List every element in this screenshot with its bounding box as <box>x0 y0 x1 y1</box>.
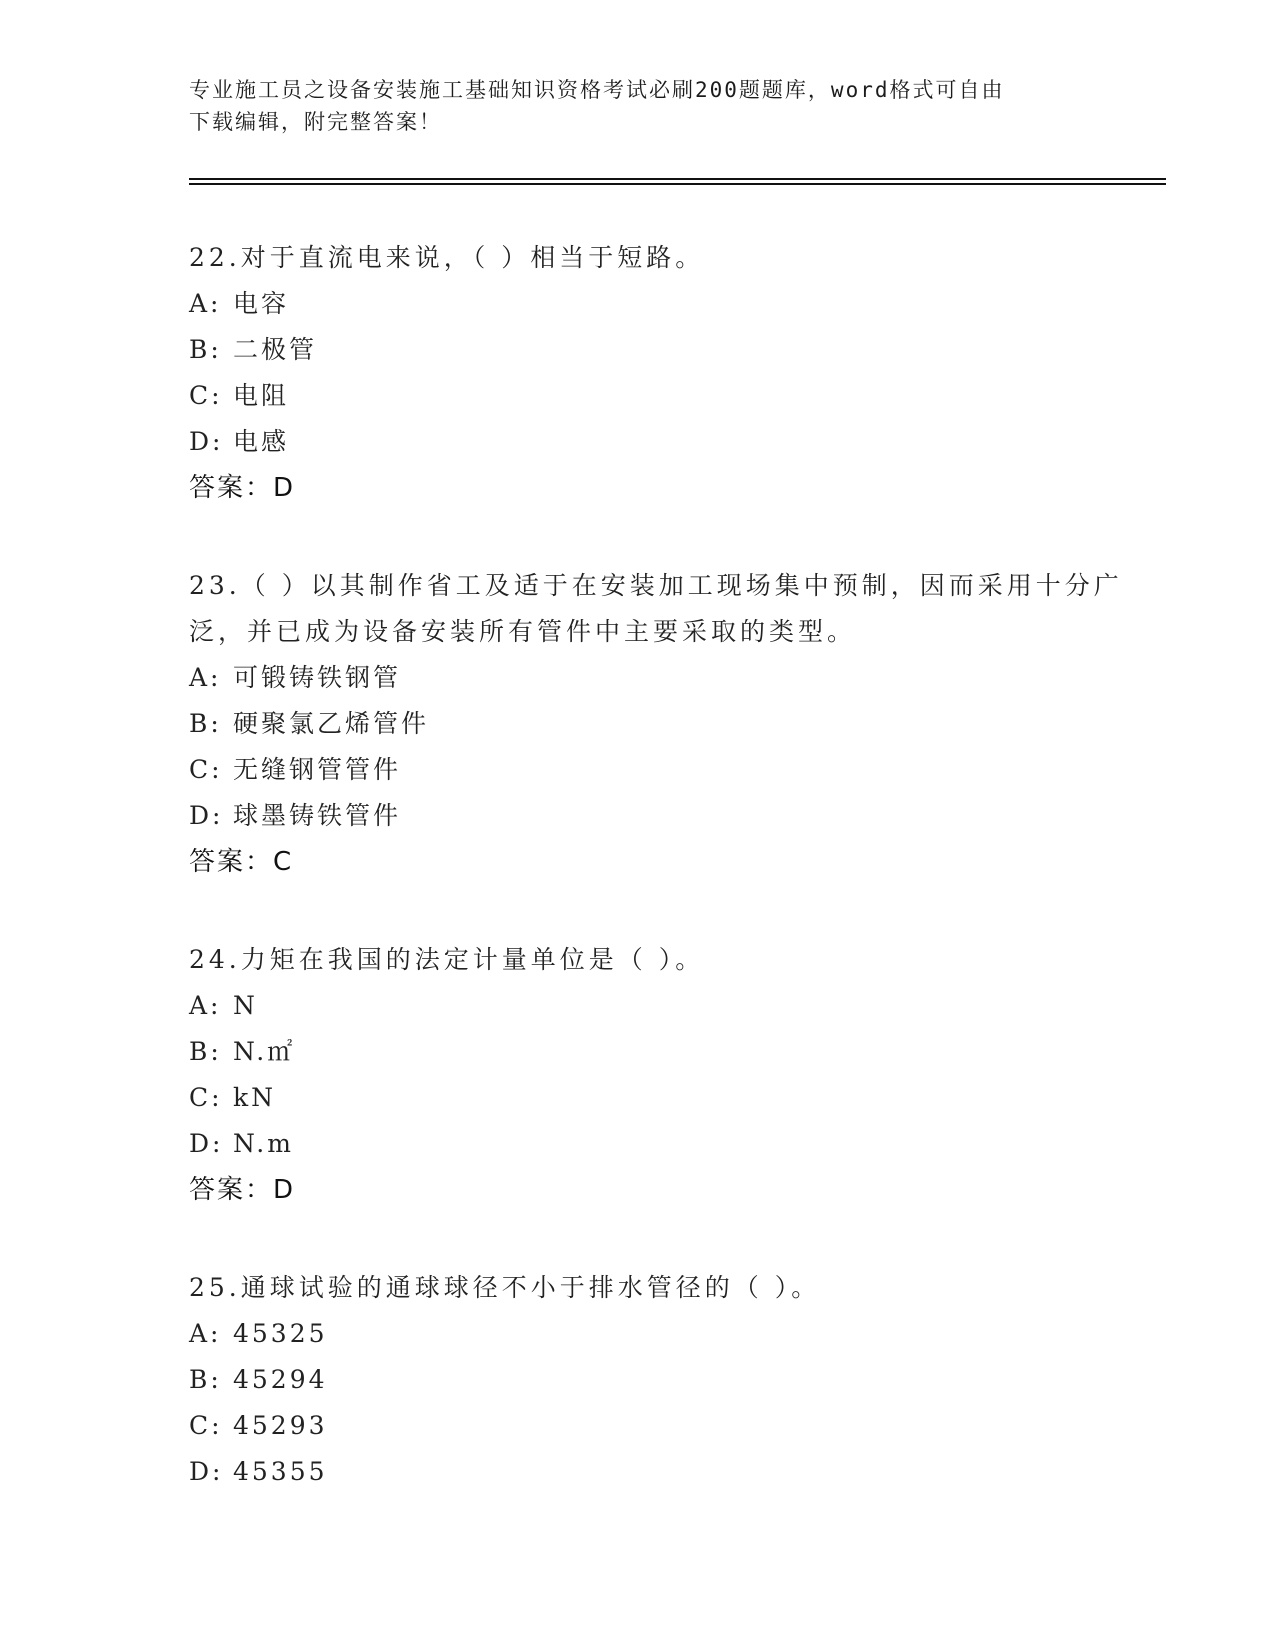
option-text: 无缝钢管管件 <box>233 755 402 784</box>
question-24 <box>189 937 1139 1213</box>
option-a <box>189 655 1139 701</box>
question-22 <box>189 235 1139 511</box>
option-text: 电感 <box>233 427 290 456</box>
option-letter: A: <box>189 663 222 692</box>
option-letter: D: <box>189 427 224 456</box>
header-divider-bottom <box>189 183 1166 185</box>
option-d <box>189 419 1139 465</box>
question-stem: 23.（ ）以其制作省工及适于在安装加工现场集中预制，因而采用十分广泛，并已成为设备安装所有管件中主要采取的类型。 <box>189 571 1123 646</box>
option-letter: D: <box>189 1129 224 1158</box>
option-letter: A: <box>189 991 222 1020</box>
option-letter: B: <box>189 709 222 738</box>
option-letter: C: <box>189 381 223 410</box>
option-text: kN <box>233 1083 277 1112</box>
option-text: N.m <box>233 1129 294 1158</box>
option-letter: B: <box>189 335 222 364</box>
question-list <box>189 235 1139 1547</box>
option-b <box>189 1029 1139 1075</box>
option-letter: D: <box>189 801 224 830</box>
option-text: 电容 <box>233 289 290 318</box>
header-line-1: 专业施工员之设备安装施工基础知识资格考试必刷200题题库，word格式可自由 <box>189 78 1005 102</box>
option-letter: A: <box>189 289 222 318</box>
question-stem: 24.力矩在我国的法定计量单位是（ ）。 <box>189 945 705 974</box>
option-text: N.㎡ <box>233 1037 296 1066</box>
option-text: 可锻铸铁钢管 <box>233 663 402 692</box>
option-letter: A: <box>189 1319 222 1348</box>
option-letter: B: <box>189 1037 222 1066</box>
option-d <box>189 1449 1139 1495</box>
option-text: 二极管 <box>233 335 318 364</box>
option-text: 球墨铸铁管件 <box>233 801 402 830</box>
option-c <box>189 1075 1139 1121</box>
option-letter: D: <box>189 1457 224 1486</box>
option-text: 硬聚氯乙烯管件 <box>233 709 430 738</box>
answer-line: 答案：D <box>189 1175 296 1205</box>
question-25 <box>189 1265 1139 1495</box>
option-letter: C: <box>189 1411 223 1440</box>
option-text: 45294 <box>233 1365 328 1394</box>
option-a <box>189 1311 1139 1357</box>
question-stem: 25.通球试验的通球球径不小于排水管径的（ ）。 <box>189 1273 821 1302</box>
option-text: N <box>233 991 258 1020</box>
document-header <box>189 74 1089 138</box>
option-a <box>189 983 1139 1029</box>
option-d <box>189 1121 1139 1167</box>
question-23 <box>189 563 1139 885</box>
answer-line: 答案：C <box>189 847 294 877</box>
option-c <box>189 373 1139 419</box>
header-line-2: 下载编辑，附完整答案！ <box>189 110 442 134</box>
option-d <box>189 793 1139 839</box>
option-text: 45325 <box>233 1319 328 1348</box>
option-b <box>189 1357 1139 1403</box>
option-c <box>189 1403 1139 1449</box>
option-a <box>189 281 1139 327</box>
option-b <box>189 701 1139 747</box>
option-text: 45355 <box>233 1457 328 1486</box>
question-stem: 22.对于直流电来说，（ ）相当于短路。 <box>189 243 705 272</box>
option-letter: C: <box>189 755 223 784</box>
option-letter: B: <box>189 1365 222 1394</box>
option-letter: C: <box>189 1083 223 1112</box>
option-text: 45293 <box>233 1411 328 1440</box>
option-text: 电阻 <box>233 381 290 410</box>
option-b <box>189 327 1139 373</box>
option-c <box>189 747 1139 793</box>
answer-line: 答案：D <box>189 473 296 503</box>
header-divider-top <box>189 178 1166 180</box>
